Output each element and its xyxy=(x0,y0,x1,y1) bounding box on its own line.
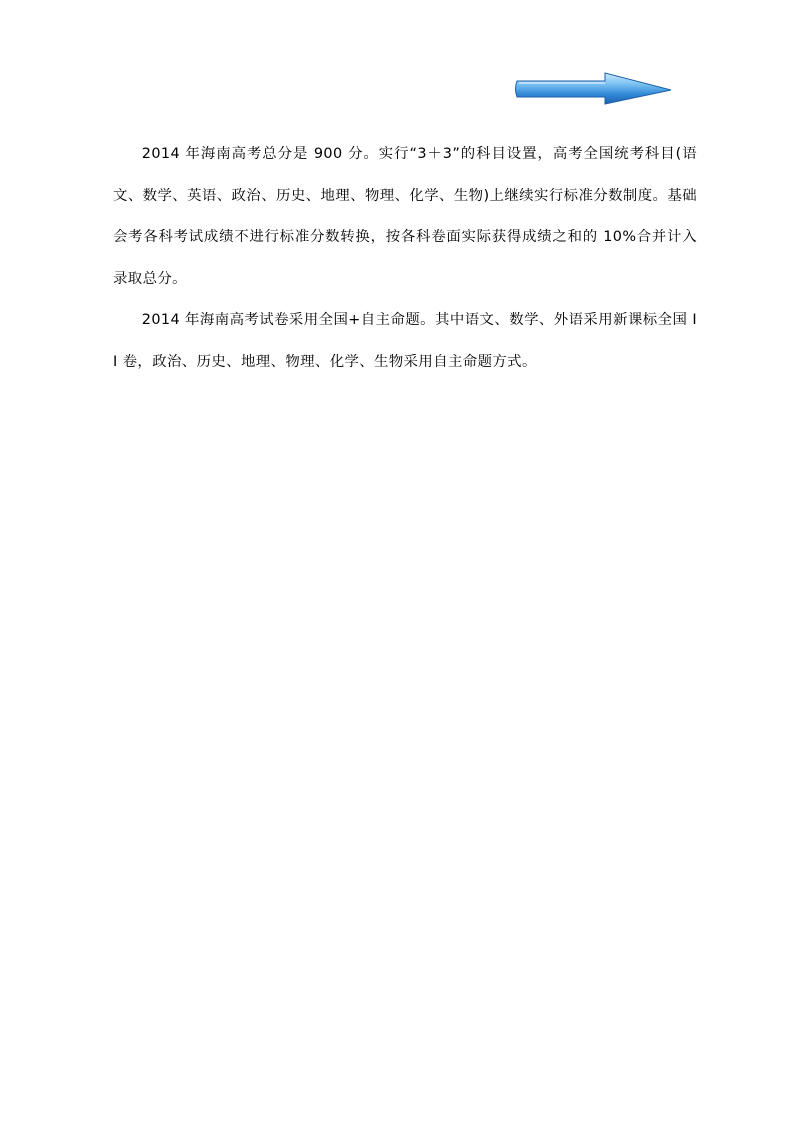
paragraph-exam-papers: 2014 年海南高考试卷采用全国+自主命题。其中语文、数学、外语采用新课标全国 II 卷，政治、历史、地理、物理、化学、生物采用自主命题方式。 xyxy=(113,312,697,370)
right-arrow-icon xyxy=(513,72,673,106)
paragraph-total-score: 2014 年海南高考总分是 900 分。实行“3＋3”的科目设置，高考全国统考科目(语文、数学、英语、政治、历史、地理、物理、化学、生物)上继续实行标准分数制度。基础会考各科考试成绩不进行标准分数转换，按各科卷面实际获得成绩之和的 10%合并计入录取总分。 xyxy=(113,146,697,287)
right-arrow-shape xyxy=(513,72,673,106)
document-body xyxy=(113,134,697,383)
